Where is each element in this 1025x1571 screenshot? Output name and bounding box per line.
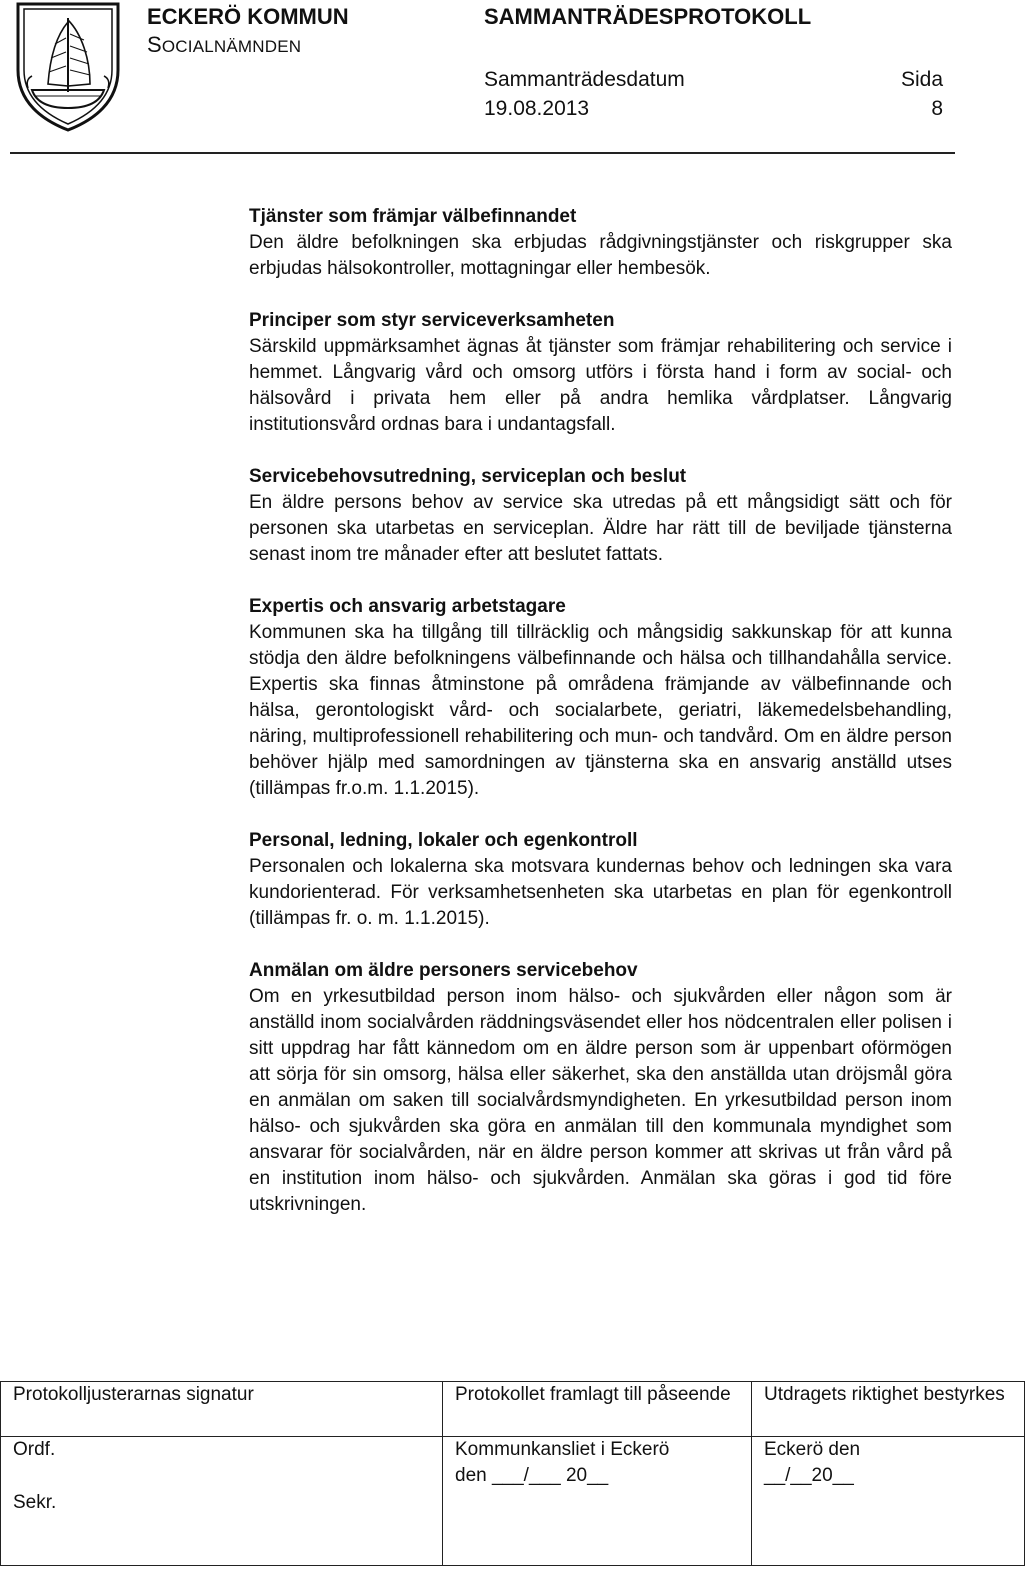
public-display-cell bbox=[443, 1437, 752, 1566]
public-display-place: Kommunkansliet i Eckerö bbox=[455, 1439, 670, 1460]
section-heading: Personal, ledning, lokaler och egenkontroll bbox=[249, 830, 638, 851]
document-body bbox=[249, 204, 952, 1244]
department-name bbox=[147, 34, 301, 58]
page-label: Sida bbox=[900, 68, 943, 91]
section-expertise bbox=[249, 594, 952, 802]
certification-cell bbox=[752, 1437, 1025, 1566]
section-service-principles bbox=[249, 308, 952, 438]
meeting-date: 19.08.2013 bbox=[484, 97, 590, 120]
ship-coat-of-arms-icon bbox=[10, 0, 128, 132]
department-rest: OCIALNÄMNDEN bbox=[161, 37, 302, 56]
section-service-assessment bbox=[249, 464, 952, 568]
certification-header: Utdragets riktighet bestyrkes bbox=[752, 1382, 1025, 1437]
section-body: Om en yrkesutbildad person inom hälso- och sjukvården eller någon som är anställd inom socialvården räddningsväsendet eller hos nödcentralen eller polisen i sitt uppdrag har fått kännedom om en äldre person som är uppenbart oförmögen att sörja för sin omsorg, hälsa eller säkerhet, ska den anställda utan dröjsmål göra en anmälan om saken till socialvårdsmyndigheten. En yrkesutbildad person inom hälso- och sjukvården ska göra en anmälan till den kommunala myndighet som ansvarar för socialvården, när en äldre person kommer att skrivas ut från vård på en institution inom hälso- och sjukvården. Anmälan ska göras i god tid före utskrivningen. bbox=[249, 986, 952, 1215]
section-heading: Anmälan om äldre personers servicebehov bbox=[249, 960, 638, 981]
department-initial: S bbox=[147, 32, 162, 57]
signature-table bbox=[0, 1381, 1025, 1566]
section-body: Personalen och lokalerna ska motsvara kundernas behov och ledningen ska vara kundorienterad. För verksamhetsenheten ska utarbetas en plan för egenkontroll (tillämpas fr. o. m. 1.1.2015). bbox=[249, 856, 952, 929]
section-heading: Principer som styr serviceverksamheten bbox=[249, 310, 615, 331]
signature-table-header-row bbox=[1, 1382, 1025, 1437]
signature-cell bbox=[1, 1437, 443, 1566]
section-heading: Expertis och ansvarig arbetstagare bbox=[249, 596, 566, 617]
header-divider bbox=[10, 152, 955, 154]
section-heading: Servicebehovsutredning, serviceplan och beslut bbox=[249, 466, 687, 487]
meeting-date-label: Sammanträdesdatum bbox=[484, 68, 685, 91]
signature-header: Protokolljusterarnas signatur bbox=[1, 1382, 443, 1437]
public-display-header: Protokollet framlagt till påseende bbox=[443, 1382, 752, 1437]
section-service-need-report bbox=[249, 958, 952, 1218]
certification-place: Eckerö den bbox=[764, 1439, 861, 1460]
section-staff-management bbox=[249, 828, 952, 932]
organization-name: ECKERÖ KOMMUN bbox=[147, 4, 349, 29]
signature-table-body-row bbox=[1, 1437, 1025, 1566]
section-body: En äldre persons behov av service ska utredas på ett mångsidigt sätt och för personen ska utarbetas en serviceplan. Äldre har rätt till de beviljade tjänsterna senast inom tre månader efter att beslutet fattats. bbox=[249, 492, 952, 565]
section-body: Kommunen ska ha tillgång till tillräcklig och mångsidig sakkunskap för att kunna stödja den äldre befolkningens välbefinnande och hälsa och tillhandahålla service. Expertis ska finnas åtminstone på områdena främjande av välbefinnande och hälsa, gerontologiskt vård- och socialarbete, geriatri, läkemedelsbehandling, näring, multiprofessionell rehabilitering och mun- och tandvård. Om en äldre person behöver hjälp med samordningen av tjänsterna ska en ansvarig anställd utses (tillämpas fr.o.m. 1.1.2015). bbox=[249, 622, 952, 799]
secretary-label: Sekr. bbox=[13, 1492, 57, 1513]
section-body: Särskild uppmärksamhet ägnas åt tjänster som främjar rehabilitering och service i hemmet. Långvarig vård och omsorg utförs i första hand i form av social- och hälsovård i privata hem eller på andra hemlika vårdplatser. Långvarig institutionsvård ordnas bara i undantagsfall. bbox=[249, 336, 952, 435]
section-body: Den äldre befolkningen ska erbjudas rådgivningstjänster och riskgrupper ska erbjudas hälsokontroller, mottagningar eller hembesök. bbox=[249, 232, 952, 279]
chair-label: Ordf. bbox=[13, 1439, 56, 1460]
certification-date: __/__20__ bbox=[764, 1465, 854, 1486]
section-heading: Tjänster som främjar välbefinnandet bbox=[249, 206, 577, 227]
page-number: 8 bbox=[931, 97, 943, 120]
section-wellbeing-services bbox=[249, 204, 952, 282]
document-type: SAMMANTRÄDESPROTOKOLL bbox=[484, 4, 812, 29]
public-display-date: den ___/___ 20__ bbox=[455, 1465, 609, 1486]
